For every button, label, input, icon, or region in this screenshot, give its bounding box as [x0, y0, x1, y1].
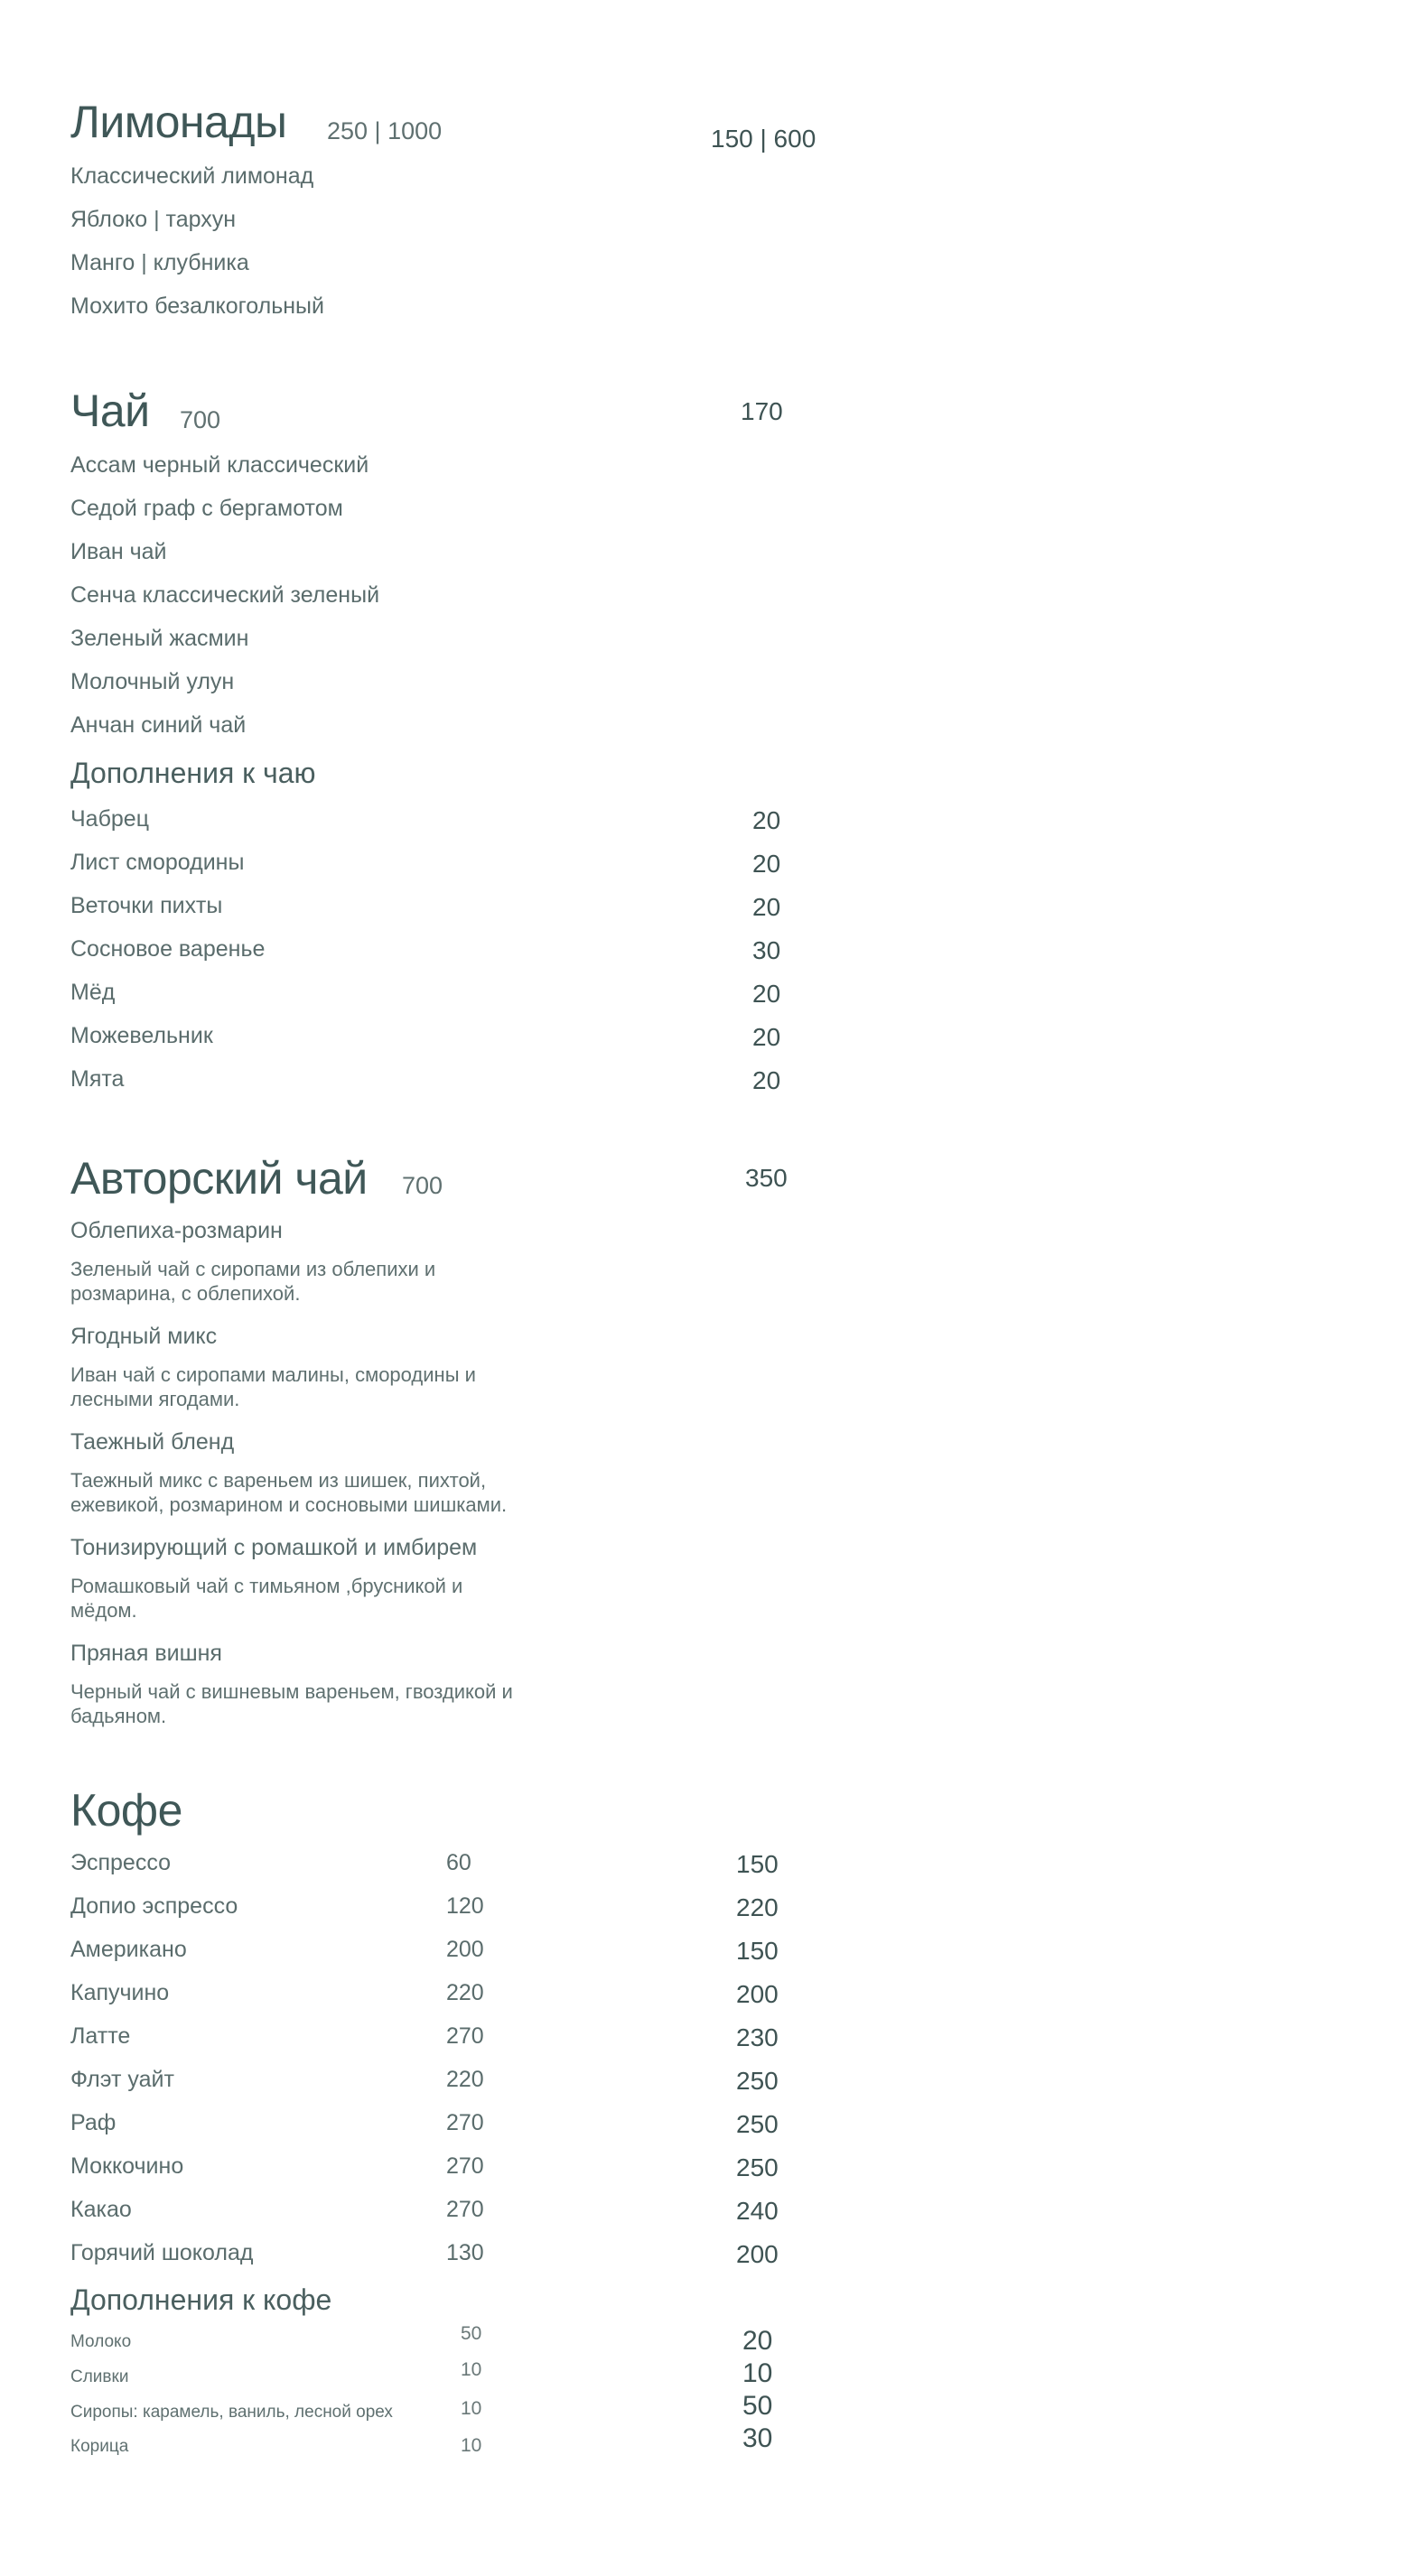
tea-item: Седой граф с бергамотом: [70, 496, 343, 521]
tea-addition-price: 20: [752, 893, 781, 921]
coffee-title: Кофе: [70, 1785, 182, 1836]
author-tea-desc: Таежный микс с вареньем из шишек, пихтой, ежевикой, розмарином и сосновыми шишками.: [70, 1469, 508, 1516]
coffee-item-price: 220: [736, 1893, 779, 1921]
coffee-item-price: 250: [736, 2110, 779, 2138]
tea-title: Чай: [70, 386, 150, 436]
coffee-item-price: 200: [736, 2240, 779, 2268]
tea-addition-name: Чабрец: [70, 806, 150, 832]
coffee-item-volume: 270: [446, 2197, 484, 2222]
coffee-item-name: Латте: [70, 2023, 131, 2049]
lemonade-item: Мохито безалкогольный: [70, 293, 324, 319]
coffee-addition-price: 10: [742, 2358, 773, 2388]
coffee-item-volume: 120: [446, 1893, 484, 1919]
author-tea-desc: Зеленый чай с сиропами из облепихи и розмарина, с облепихой.: [70, 1258, 436, 1305]
coffee-item-volume: 130: [446, 2240, 484, 2265]
coffee-addition-price: 50: [742, 2391, 773, 2421]
tea-addition-price: 20: [752, 1066, 781, 1094]
author-tea-name: Таежный бленд: [70, 1429, 235, 1455]
coffee-additions-title: Дополнения к кофе: [70, 2283, 332, 2316]
tea-item: Зеленый жасмин: [70, 626, 249, 651]
author-tea-desc: Черный чай с вишневым вареньем, гвоздикой и бадьяном.: [70, 1680, 513, 1727]
tea-addition-name: Мята: [70, 1066, 125, 1092]
tea-item: Анчан синий чай: [70, 712, 247, 738]
author-tea-name: Тонизирующий с ромашкой и имбирем: [70, 1535, 478, 1560]
lemonade-item: Классический лимонад: [70, 163, 314, 189]
coffee-item-price: 250: [736, 2067, 779, 2095]
coffee-item-price: 240: [736, 2197, 779, 2225]
tea-addition-price: 20: [752, 850, 781, 878]
tea-addition-name: Можевельник: [70, 1023, 213, 1048]
tea-addition-name: Мёд: [70, 980, 116, 1005]
coffee-item-name: Допио эспрессо: [70, 1893, 238, 1919]
coffee-item-name: Флэт уайт: [70, 2067, 174, 2092]
coffee-addition-price: 20: [742, 2326, 773, 2356]
tea-additions-title: Дополнения к чаю: [70, 757, 316, 789]
coffee-item-name: Эспрессо: [70, 1850, 171, 1875]
tea-addition-name: Лист смородины: [70, 850, 245, 875]
coffee-item-volume: 200: [446, 1937, 484, 1962]
coffee-item-price: 230: [736, 2023, 779, 2051]
lemonade-item: Манго | клубника: [70, 250, 249, 275]
lemonades-price: 150 | 600: [711, 125, 816, 153]
coffee-item-name: Моккочино: [70, 2153, 184, 2179]
tea-item: Иван чай: [70, 539, 167, 564]
coffee-item-volume: 270: [446, 2110, 484, 2135]
coffee-item-name: Американо: [70, 1937, 187, 1962]
coffee-addition-name: Сливки: [70, 2367, 129, 2386]
tea-addition-price: 20: [752, 980, 781, 1008]
tea-addition-price: 20: [752, 1023, 781, 1051]
author-tea-name: Ягодный микс: [70, 1324, 218, 1349]
coffee-item-volume: 220: [446, 2067, 484, 2092]
lemonade-item: Яблоко | тархун: [70, 207, 237, 232]
author-tea-name: Облепиха-розмарин: [70, 1218, 283, 1243]
coffee-item-volume: 270: [446, 2023, 484, 2049]
coffee-item-volume: 220: [446, 1980, 484, 2005]
coffee-item-price: 150: [736, 1937, 779, 1965]
lemonades-title: Лимонады: [70, 97, 287, 147]
coffee-item-volume: 270: [446, 2153, 484, 2179]
coffee-addition-name: Молоко: [70, 2332, 132, 2351]
coffee-addition-volume: 10: [461, 2398, 482, 2419]
tea-item: Молочный улун: [70, 669, 235, 694]
coffee-item-name: Капучино: [70, 1980, 170, 2005]
tea-addition-name: Сосновое варенье: [70, 936, 266, 962]
tea-item: Ассам черный классический: [70, 452, 369, 478]
tea-addition-name: Веточки пихты: [70, 893, 223, 918]
coffee-item-price: 200: [736, 1980, 779, 2008]
coffee-addition-name: Сиропы: карамель, ваниль, лесной орех: [70, 2403, 393, 2422]
coffee-item-name: Раф: [70, 2110, 117, 2135]
tea-price: 170: [741, 397, 783, 425]
tea-item: Сенча классический зеленый: [70, 582, 380, 608]
coffee-addition-volume: 10: [461, 2359, 482, 2380]
author-tea-price: 350: [745, 1164, 788, 1192]
author-tea-title: Авторский чай: [70, 1153, 368, 1204]
coffee-addition-volume: 50: [461, 2323, 482, 2344]
coffee-item-price: 150: [736, 1850, 779, 1878]
coffee-item-price: 250: [736, 2153, 779, 2181]
author-tea-desc: Иван чай с сиропами малины, смородины и лесными ягодами.: [70, 1363, 476, 1410]
coffee-item-volume: 60: [446, 1850, 471, 1875]
tea-addition-price: 30: [752, 936, 781, 964]
author-tea-volume: 700: [402, 1172, 443, 1199]
coffee-addition-volume: 10: [461, 2435, 482, 2456]
tea-addition-price: 20: [752, 806, 781, 834]
author-tea-name: Пряная вишня: [70, 1641, 222, 1666]
author-tea-desc: Ромашковый чай с тимьяном ,брусникой и мёдом.: [70, 1575, 463, 1622]
lemonades-volume: 250 | 1000: [327, 117, 443, 144]
coffee-item-name: Какао: [70, 2197, 132, 2222]
coffee-addition-price: 30: [742, 2423, 773, 2453]
tea-volume: 700: [180, 406, 221, 433]
coffee-item-name: Горячий шоколад: [70, 2240, 254, 2265]
coffee-addition-name: Корица: [70, 2437, 129, 2456]
